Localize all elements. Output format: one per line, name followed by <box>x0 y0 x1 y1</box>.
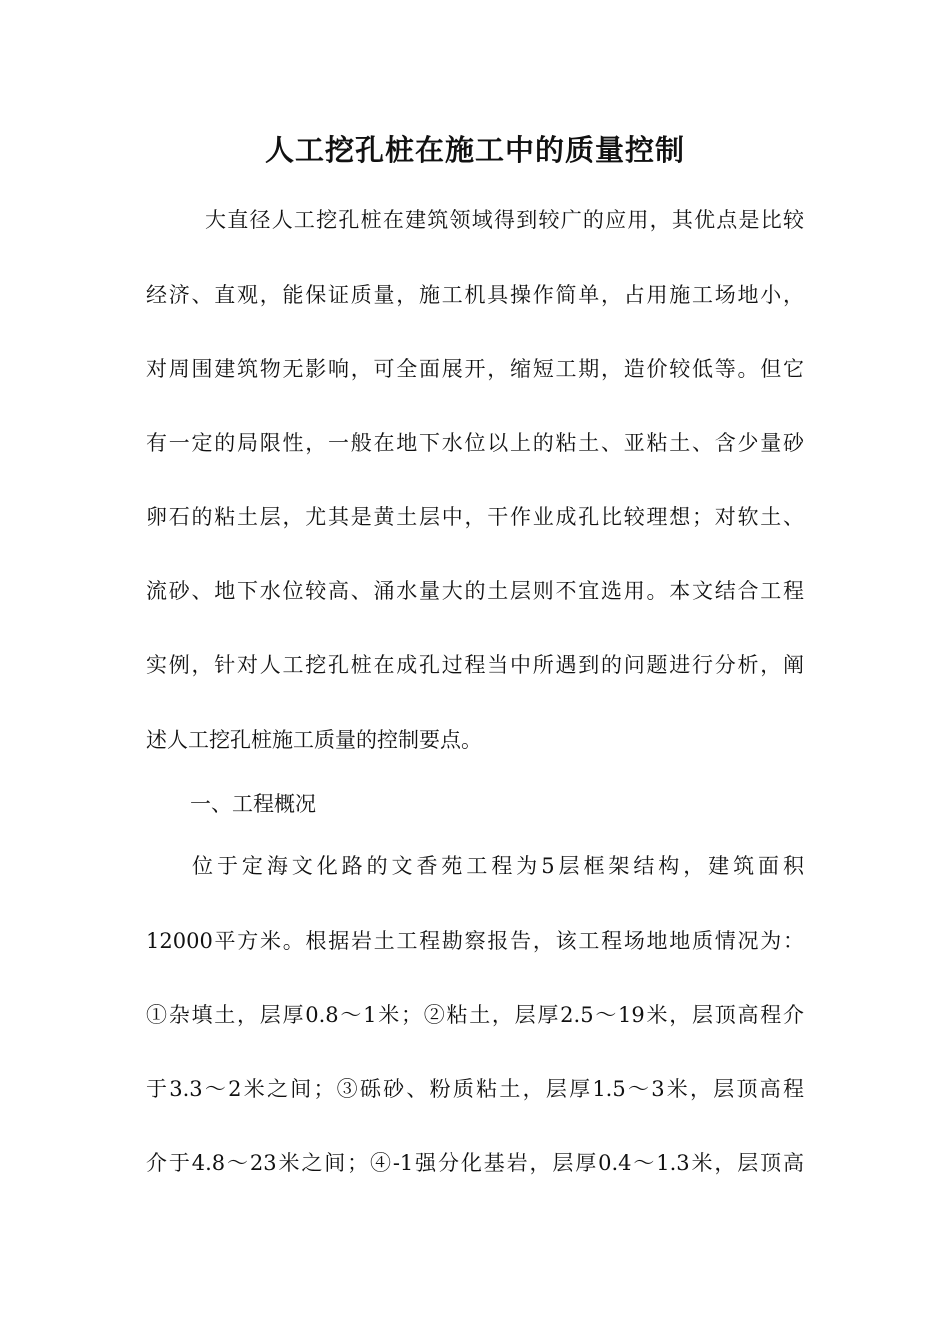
paragraph-line: 述人工挖孔桩施工质量的控制要点。 <box>146 728 482 752</box>
paragraph-line: 12000平方米。根据岩土工程勘察报告，该工程场地地质情况为： <box>146 929 804 953</box>
paragraph-line: 介于4.8～23米之间；④-1强分化基岩，层厚0.4～1.3米，层顶高 <box>146 1151 804 1175</box>
paragraph-line: ①杂填土，层厚0.8～1米；②粘土，层厚2.5～19米，层顶高程介 <box>146 1003 804 1027</box>
paragraph-line: 经济、直观，能保证质量，施工机具操作简单，占用施工场地小， <box>146 283 804 307</box>
paragraph-line: 对周围建筑物无影响，可全面展开，缩短工期，造价较低等。但它 <box>146 357 804 381</box>
document-title: 人工挖孔桩在施工中的质量控制 <box>264 133 685 167</box>
paragraph-line: 流砂、地下水位较高、涌水量大的土层则不宜选用。本文结合工程 <box>146 579 804 603</box>
paragraph-line: 有一定的局限性，一般在地下水位以上的粘土、亚粘土、含少量砂 <box>146 431 804 455</box>
paragraph-line: 于3.3～2米之间；③砾砂、粉质粘土，层厚1.5～3米，层顶高程 <box>146 1077 804 1101</box>
paragraph-line: 位于定海文化路的文香苑工程为5层框架结构，建筑面积 <box>192 854 804 878</box>
paragraph-line: 大直径人工挖孔桩在建筑领域得到较广的应用，其优点是比较 <box>205 208 804 232</box>
section-heading: 一、工程概况 <box>190 792 316 816</box>
paragraph-line: 实例，针对人工挖孔桩在成孔过程当中所遇到的问题进行分析，阐 <box>146 653 804 677</box>
paragraph-line: 卵石的粘土层，尤其是黄土层中，干作业成孔比较理想；对软土、 <box>146 505 804 529</box>
